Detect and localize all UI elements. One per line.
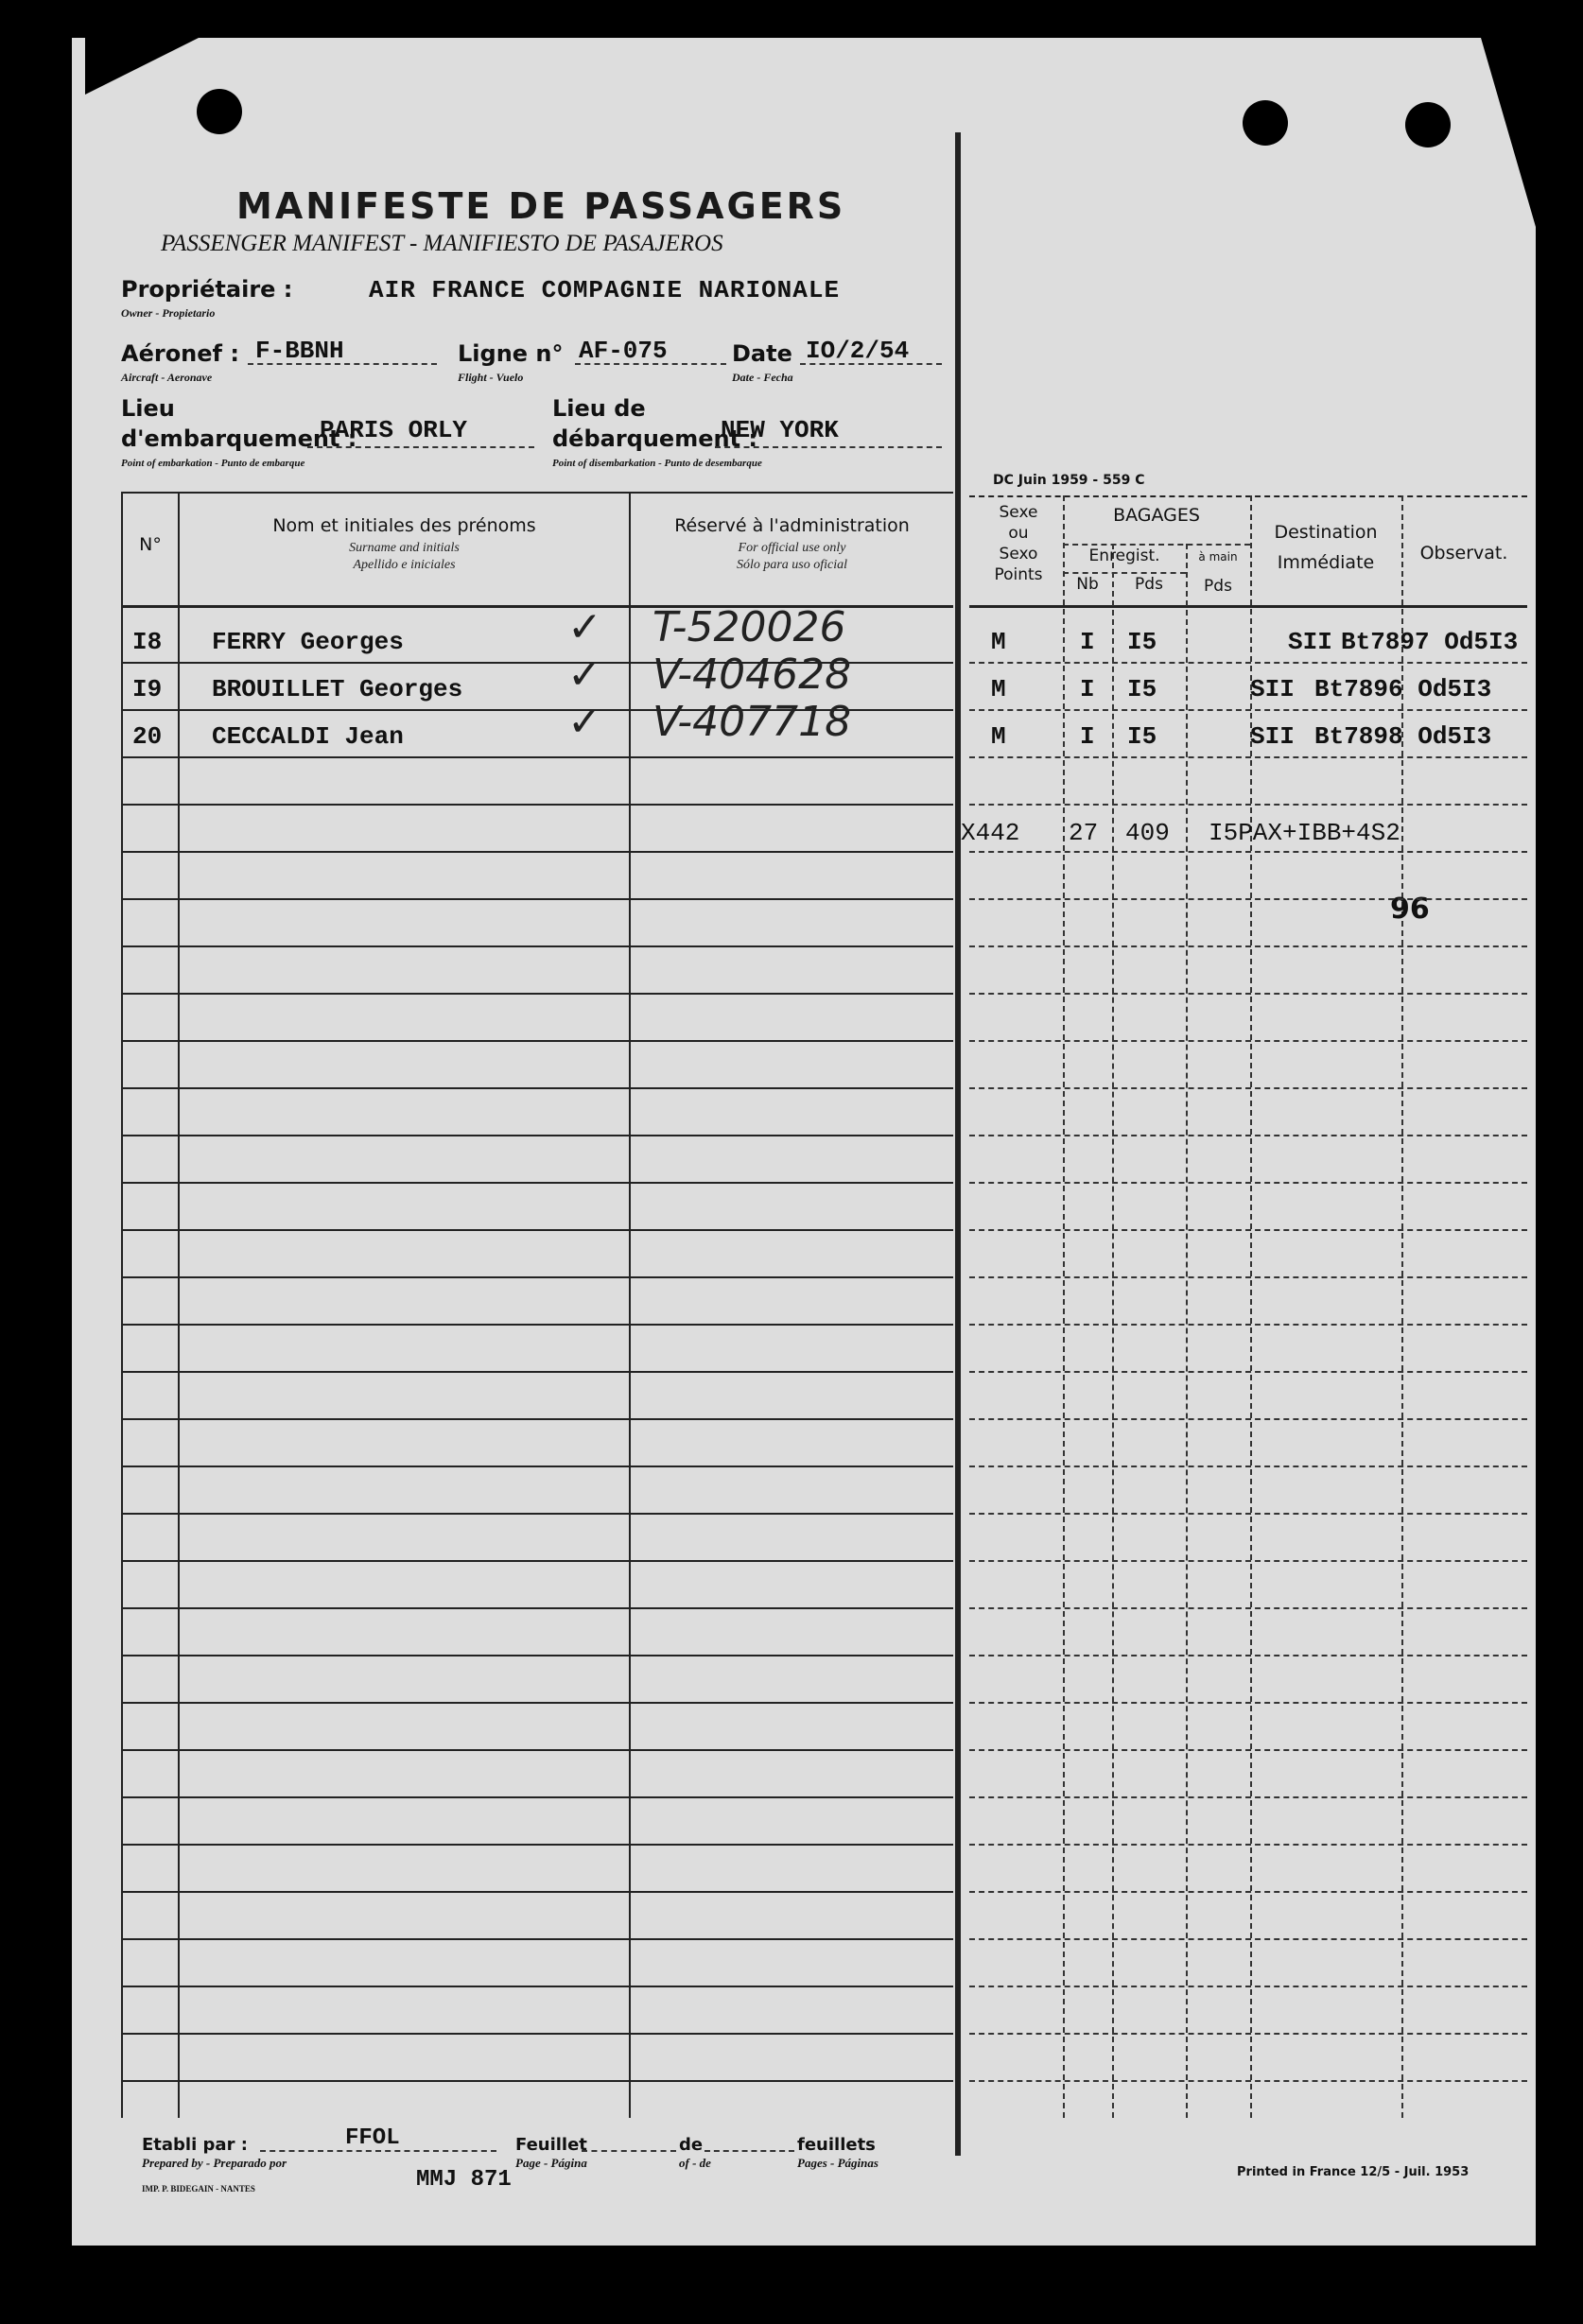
- table-rule-left: [121, 756, 953, 758]
- form-code: DC Juin 1959 - 559 C: [993, 473, 1145, 488]
- table-rule-left: [121, 1324, 953, 1326]
- col-header-admin: Réservé à l'administration: [674, 515, 910, 536]
- table-rule-right: [969, 756, 1527, 758]
- row2-sex: M: [991, 675, 1006, 703]
- table-rule-left: [121, 1087, 953, 1089]
- punch-hole-right: [1405, 102, 1451, 147]
- col-border-nb: [1112, 544, 1114, 2118]
- col-border-left: [121, 492, 123, 2118]
- table-top-border-left: [121, 492, 953, 494]
- center-divider: [955, 132, 961, 2156]
- totals-summary: I5PAX+IBB+4S2: [1209, 819, 1400, 847]
- col-header-baggage: BAGAGES: [1113, 505, 1200, 526]
- row1-check-mark: ✓: [567, 603, 602, 651]
- table-rule-left: [121, 1466, 953, 1467]
- row2-pds: I5: [1127, 675, 1157, 703]
- table-rule-right: [969, 662, 1527, 664]
- disembarkation-value: NEW YORK: [721, 416, 839, 444]
- table-rule-right: [969, 1182, 1527, 1184]
- table-rule-left: [121, 898, 953, 900]
- form-reference-code: MMJ 871: [416, 2167, 512, 2193]
- printed-note: Printed in France 12/5 - Juil. 1953: [1237, 2165, 1470, 2179]
- row2-check-mark: ✓: [567, 650, 602, 699]
- of-underline: [705, 2150, 794, 2152]
- row3-nb: I: [1080, 722, 1095, 751]
- date-value: IO/2/54: [806, 337, 910, 365]
- table-rule-left: [121, 851, 953, 853]
- table-rule-left: [121, 2033, 953, 2035]
- table-rule-right: [969, 1986, 1527, 1987]
- table-rule-right: [969, 1891, 1527, 1893]
- sheets-sublabel: Pages - Páginas: [797, 2156, 878, 2170]
- table-rule-left: [121, 945, 953, 947]
- header-bottom-right: [969, 605, 1527, 608]
- row3-observ: Bt7898 Od5I3: [1314, 722, 1492, 751]
- col-header-sex-1: Sexe: [999, 503, 1038, 522]
- owner-sublabel: Owner - Propietario: [121, 306, 216, 320]
- row2-observ: Bt7896 Od5I3: [1314, 675, 1492, 703]
- table-rule-left: [121, 1749, 953, 1751]
- table-rule-left: [121, 1276, 953, 1278]
- embarkation-underline: [307, 446, 534, 448]
- table-rule-right: [969, 2080, 1527, 2082]
- col-header-destination-1: Destination: [1274, 522, 1378, 543]
- table-rule-right: [969, 898, 1527, 900]
- table-rule-right: [969, 945, 1527, 947]
- flight-underline: [575, 363, 726, 365]
- aircraft-underline: [248, 363, 437, 365]
- table-rule-right: [969, 1607, 1527, 1609]
- sheets-label: feuillets: [797, 2135, 876, 2155]
- table-rule-right: [969, 993, 1527, 995]
- aircraft-label: Aéronef :: [121, 340, 239, 367]
- table-rule-right: [969, 1844, 1527, 1846]
- table-rule-left: [121, 1135, 953, 1136]
- col-header-hand: à main: [1198, 550, 1238, 564]
- table-rule-left: [121, 2080, 953, 2082]
- row3-name: CECCALDI Jean: [212, 722, 404, 751]
- table-rule-right: [969, 1560, 1527, 1562]
- table-rule-left: [121, 1182, 953, 1184]
- col-header-registered: Enregist.: [1088, 546, 1160, 565]
- punch-hole-left: [197, 89, 242, 134]
- page-number-stamp: 96: [1390, 893, 1430, 926]
- prepared-sublabel: Prepared by - Preparado por: [142, 2156, 287, 2170]
- table-rule-right: [969, 851, 1527, 853]
- table-rule-left: [121, 1938, 953, 1940]
- page-subtitle: PASSENGER MANIFEST - MANIFIESTO DE PASAJEROS: [161, 231, 723, 256]
- col-header-no: N°: [139, 534, 162, 555]
- page-title: MANIFESTE DE PASSAGERS: [236, 185, 846, 227]
- date-underline: [800, 363, 942, 365]
- date-sublabel: Date - Fecha: [732, 371, 793, 384]
- col-header-name-en: Surname and initials: [349, 541, 460, 555]
- disembarkation-label-1: Lieu de: [552, 395, 646, 422]
- table-rule-left: [121, 1655, 953, 1656]
- row3-no: 20: [132, 722, 163, 751]
- table-rule-right: [969, 1135, 1527, 1136]
- col-header-admin-en: For official use only: [738, 541, 846, 555]
- col-header-destination-2: Immédiate: [1277, 552, 1375, 573]
- row2-name: BROUILLET Georges: [212, 675, 463, 703]
- row1-sex: M: [991, 628, 1006, 656]
- col-header-sex-4: Points: [994, 565, 1043, 584]
- table-rule-right: [969, 1324, 1527, 1326]
- flight-label: Ligne n°: [458, 340, 564, 367]
- table-top-border-right: [969, 495, 1527, 497]
- table-rule-right: [969, 1276, 1527, 1278]
- aircraft-sublabel: Aircraft - Aeronave: [121, 371, 213, 384]
- table-rule-right: [969, 1796, 1527, 1798]
- col-header-name: Nom et initiales des prénoms: [272, 515, 536, 536]
- sheet-underline: [582, 2150, 676, 2152]
- flight-value: AF-075: [579, 337, 668, 365]
- table-rule-left: [121, 1418, 953, 1420]
- totals-pds: 409: [1125, 819, 1170, 847]
- baggage-header-divider: [1063, 544, 1250, 546]
- table-rule-left: [121, 804, 953, 806]
- row3-destination: SII: [1250, 722, 1295, 751]
- col-header-nb: Nb: [1076, 575, 1099, 594]
- table-rule-right: [969, 1466, 1527, 1467]
- table-rule-left: [121, 1513, 953, 1515]
- col-border-name: [629, 492, 631, 2118]
- prepared-value: FFOL: [345, 2125, 400, 2151]
- row3-check-mark: ✓: [567, 698, 602, 746]
- row1-no: I8: [132, 628, 163, 656]
- table-rule-left: [121, 709, 953, 711]
- aircraft-value: F-BBNH: [255, 337, 344, 365]
- row3-sex: M: [991, 722, 1006, 751]
- table-rule-right: [969, 1513, 1527, 1515]
- col-border-no: [178, 492, 180, 2118]
- table-rule-left: [121, 1986, 953, 1987]
- table-rule-left: [121, 1560, 953, 1562]
- table-rule-right: [969, 804, 1527, 806]
- table-rule-left: [121, 1844, 953, 1846]
- totals-sex: X442: [961, 819, 1020, 847]
- embarkation-label-1: Lieu: [121, 395, 175, 422]
- row3-pds: I5: [1127, 722, 1157, 751]
- owner-label: Propriétaire :: [121, 276, 293, 303]
- embarkation-sublabel: Point of embarkation - Punto de embarque: [121, 458, 305, 469]
- col-header-admin-es: Sólo para uso oficial: [736, 558, 848, 572]
- date-label: Date: [732, 340, 792, 367]
- table-rule-left: [121, 1607, 953, 1609]
- table-rule-left: [121, 1040, 953, 1042]
- printer-credit: IMP. P. BIDEGAIN - NANTES: [142, 2184, 255, 2194]
- row2-no: I9: [132, 675, 163, 703]
- table-rule-left: [121, 1229, 953, 1231]
- row1-name: FERRY Georges: [212, 628, 404, 656]
- col-header-sex-2: ou: [1008, 524, 1029, 543]
- table-rule-right: [969, 2033, 1527, 2035]
- col-header-sex-3: Sexo: [999, 545, 1038, 564]
- embarkation-label-2: d'embarquement :: [121, 425, 357, 452]
- table-rule-left: [121, 993, 953, 995]
- sheet-sublabel: Page - Página: [515, 2156, 587, 2170]
- col-border-sex: [1063, 495, 1065, 2118]
- of-sublabel: of - de: [679, 2156, 711, 2170]
- table-rule-right: [969, 1938, 1527, 1940]
- table-rule-right: [969, 1371, 1527, 1373]
- row2-admin: V-404628: [652, 650, 852, 699]
- punch-hole-middle: [1243, 100, 1288, 146]
- disembarkation-underline: [715, 446, 942, 448]
- registered-header-divider: [1063, 572, 1186, 574]
- table-rule-right: [969, 1655, 1527, 1656]
- row1-observ: Bt7897 Od5I3: [1341, 628, 1519, 656]
- disembarkation-label-2: débarquement :: [552, 425, 758, 452]
- prepared-underline: [260, 2150, 496, 2152]
- row2-nb: I: [1080, 675, 1095, 703]
- row1-pds: I5: [1127, 628, 1157, 656]
- table-rule-right: [969, 1087, 1527, 1089]
- table-rule-left: [121, 1371, 953, 1373]
- table-rule-left: [121, 662, 953, 664]
- col-header-hand-pds: Pds: [1204, 577, 1232, 596]
- table-rule-left: [121, 1702, 953, 1704]
- of-label: de: [679, 2135, 704, 2155]
- totals-nb: 27: [1069, 819, 1099, 847]
- flight-sublabel: Flight - Vuelo: [458, 371, 524, 384]
- row1-admin: T-520026: [652, 603, 846, 651]
- embarkation-value: PARIS ORLY: [320, 416, 468, 444]
- prepared-label: Etabli par :: [142, 2135, 248, 2155]
- owner-value: AIR FRANCE COMPAGNIE NARIONALE: [369, 276, 841, 304]
- col-header-observ: Observat.: [1419, 543, 1508, 564]
- col-header-name-es: Apellido e iniciales: [353, 558, 456, 572]
- table-rule-right: [969, 1040, 1527, 1042]
- table-rule-left: [121, 1891, 953, 1893]
- table-rule-right: [969, 709, 1527, 711]
- table-rule-left: [121, 1796, 953, 1798]
- table-rule-right: [969, 1702, 1527, 1704]
- col-border-pds: [1186, 544, 1188, 2118]
- disembarkation-sublabel: Point of disembarkation - Punto de desembarque: [552, 458, 762, 469]
- row2-destination: SII: [1250, 675, 1295, 703]
- table-rule-right: [969, 1229, 1527, 1231]
- row1-destination: SII: [1288, 628, 1332, 656]
- row3-admin: V-407718: [652, 698, 852, 746]
- manifest-sheet: [72, 38, 1536, 2246]
- row1-nb: I: [1080, 628, 1095, 656]
- table-rule-right: [969, 1749, 1527, 1751]
- table-rule-right: [969, 1418, 1527, 1420]
- sheet-label: Feuillet: [515, 2135, 587, 2155]
- col-header-pds: Pds: [1135, 575, 1163, 594]
